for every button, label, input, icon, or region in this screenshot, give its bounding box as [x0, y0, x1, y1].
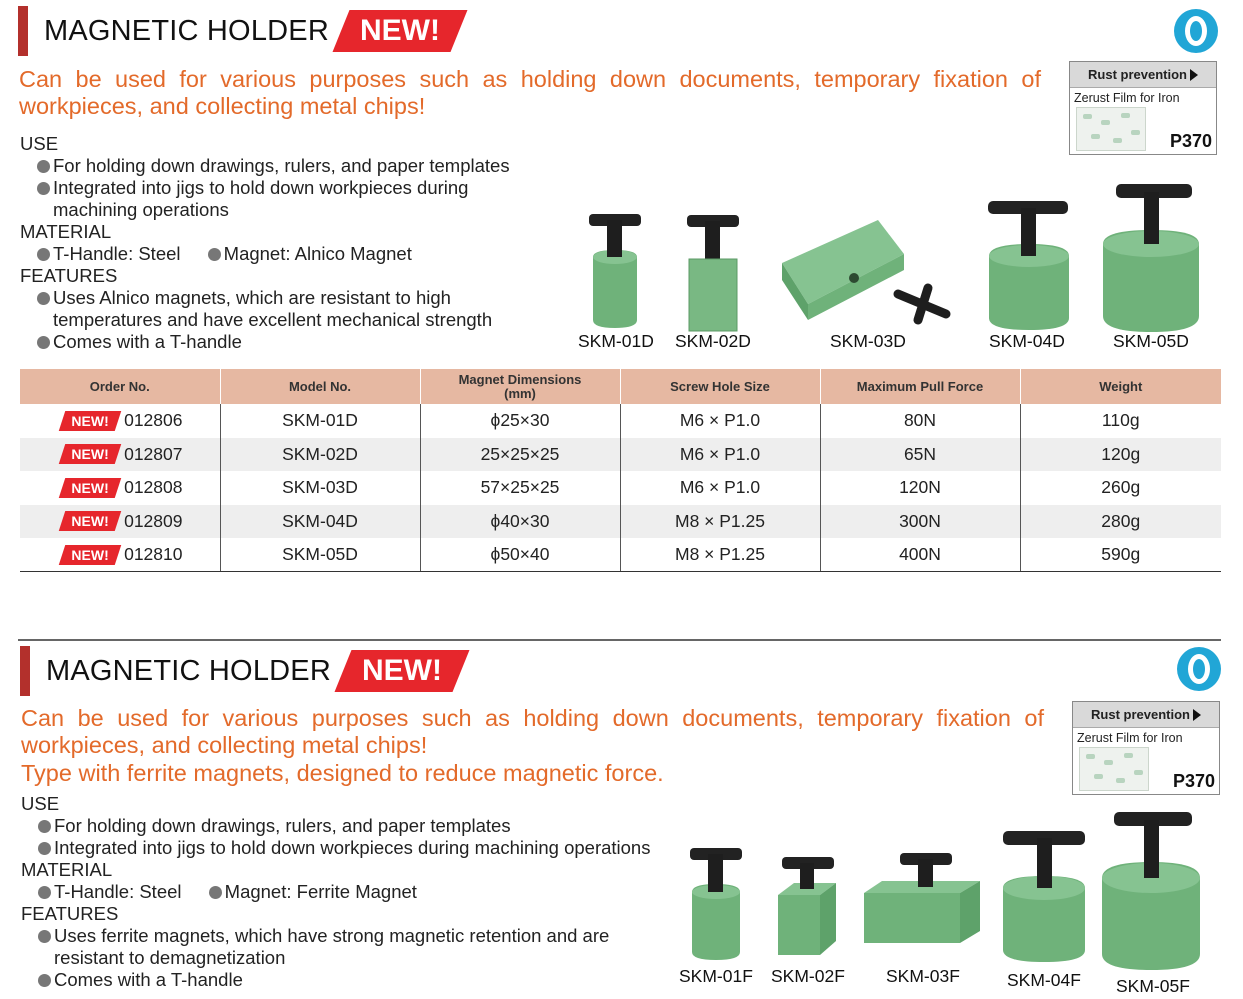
new-badge-small: NEW! — [62, 411, 118, 431]
features-item: Comes with a T-handle — [21, 969, 721, 991]
dimension-cell: ϕ25×30 — [420, 404, 620, 438]
use-heading: USE — [21, 793, 60, 814]
dimension-cell: 25×25×25 — [420, 438, 620, 472]
new-badge-small: NEW! — [62, 478, 118, 498]
col-header-model: Model No. — [220, 369, 420, 404]
product-label: SKM-03D — [830, 331, 906, 351]
use-item: Integrated into jigs to hold down workpieces during machining operations — [21, 837, 721, 859]
product-label: SKM-02D — [675, 331, 751, 351]
screw-cell: M6 × P1.0 — [620, 471, 820, 505]
spec-list — [20, 133, 560, 353]
tagline: Can be used for various purposes such as holding down documents, temporary fixation of workpieces, and collecting metal chips! — [19, 66, 1041, 119]
arrow-right-icon — [1190, 69, 1198, 81]
spec-list — [21, 793, 721, 991]
use-item: For holding down drawings, rulers, and paper templates — [21, 815, 721, 837]
product-label: SKM-01D — [578, 331, 654, 351]
section-title-row — [18, 6, 459, 56]
product-image-skm-02f — [776, 855, 838, 959]
new-badge: NEW! — [341, 10, 459, 52]
material-item: Magnet: Alnico Magnet — [208, 243, 412, 264]
table-row — [20, 438, 1221, 472]
material-item: T-Handle: Steel — [37, 243, 181, 264]
material-heading: MATERIAL — [20, 221, 112, 242]
product-image-skm-03d — [778, 208, 958, 333]
use-item: Integrated into jigs to hold down workpieces during machining operations — [20, 177, 560, 221]
table-row — [20, 404, 1221, 438]
dimension-cell: ϕ50×40 — [420, 538, 620, 572]
product-label: SKM-04F — [1007, 970, 1081, 990]
material-row — [20, 243, 560, 265]
product-image-skm-01d — [585, 212, 645, 332]
spec-table — [20, 369, 1221, 572]
rust-page-ref[interactable]: P370 — [1169, 131, 1212, 151]
screw-cell: M6 × P1.0 — [620, 438, 820, 472]
weight-cell: 260g — [1020, 471, 1221, 505]
section-title: MAGNETIC HOLDER — [44, 14, 329, 47]
pull-cell: 80N — [820, 404, 1020, 438]
table-row — [20, 505, 1221, 539]
model-cell: SKM-03D — [220, 471, 420, 505]
title-accent-bar — [18, 6, 28, 56]
dimension-cell: 57×25×25 — [420, 471, 620, 505]
material-heading: MATERIAL — [21, 859, 113, 880]
product-image-skm-01f — [686, 846, 746, 964]
product-image-skm-02d — [683, 213, 743, 333]
product-image-skm-03f — [860, 851, 984, 947]
rust-prevention-box[interactable] — [1072, 701, 1220, 795]
category-o-icon — [1177, 647, 1221, 691]
model-cell: SKM-05D — [220, 538, 420, 572]
col-header-pull: Maximum Pull Force — [820, 369, 1020, 404]
weight-cell: 110g — [1020, 404, 1221, 438]
tagline-ferrite: Type with ferrite magnets, designed to reduce magnetic force. — [21, 760, 664, 786]
new-badge-small: NEW! — [62, 511, 118, 531]
model-cell: SKM-01D — [220, 404, 420, 438]
rust-heading: Rust prevention — [1073, 702, 1219, 728]
product-label: SKM-01F — [679, 966, 753, 986]
pull-cell: 120N — [820, 471, 1020, 505]
section-title-row — [20, 646, 461, 696]
product-image-skm-05f — [1100, 810, 1202, 972]
tagline: Can be used for various purposes such as holding down documents, temporary fixation of workpieces, and collecting metal chips! — [21, 705, 1044, 758]
product-image-skm-04f — [1000, 828, 1088, 966]
order-number: 012806 — [124, 410, 183, 431]
features-item: Uses Alnico magnets, which are resistant to high temperatures and have excellent mechanical strength — [20, 287, 560, 331]
product-image-skm-04d — [985, 198, 1073, 333]
rust-heading: Rust prevention — [1070, 62, 1216, 88]
rust-product: Zerust Film for Iron — [1077, 731, 1183, 745]
new-badge: NEW! — [343, 650, 461, 692]
new-badge-small: NEW! — [62, 545, 118, 565]
pull-cell: 65N — [820, 438, 1020, 472]
category-o-icon — [1174, 9, 1218, 53]
table-row — [20, 471, 1221, 505]
features-item: Comes with a T-handle — [20, 331, 560, 353]
dimension-cell: ϕ40×30 — [420, 505, 620, 539]
table-header-row — [20, 369, 1221, 404]
use-item: For holding down drawings, rulers, and paper templates — [20, 155, 560, 177]
screw-cell: M6 × P1.0 — [620, 404, 820, 438]
screw-cell: M8 × P1.25 — [620, 538, 820, 572]
order-number: 012808 — [124, 477, 183, 498]
order-number: 012810 — [124, 544, 183, 564]
product-label: SKM-02F — [771, 966, 845, 986]
order-number: 012807 — [124, 443, 183, 464]
weight-cell: 590g — [1020, 538, 1221, 572]
weight-cell: 280g — [1020, 505, 1221, 539]
pull-cell: 300N — [820, 505, 1020, 539]
rust-product: Zerust Film for Iron — [1074, 91, 1180, 105]
model-cell: SKM-02D — [220, 438, 420, 472]
material-row — [21, 881, 721, 903]
zerust-film-icon — [1079, 747, 1149, 791]
product-section-ferrite — [0, 638, 1243, 999]
section-title: MAGNETIC HOLDER — [46, 654, 331, 687]
arrow-right-icon — [1193, 709, 1201, 721]
product-image-skm-05d — [1100, 182, 1202, 334]
zerust-film-icon — [1076, 107, 1146, 151]
rust-page-ref[interactable]: P370 — [1172, 771, 1215, 791]
title-accent-bar — [20, 646, 30, 696]
col-header-dimensions: Magnet Dimensions (mm) — [420, 369, 620, 404]
product-label: SKM-04D — [989, 331, 1065, 351]
use-heading: USE — [20, 133, 59, 154]
new-badge-small: NEW! — [62, 444, 118, 464]
col-header-order: Order No. — [20, 369, 220, 404]
features-item: Uses ferrite magnets, which have strong magnetic retention and are resistant to demagnetization — [21, 925, 721, 969]
product-label: SKM-03F — [886, 966, 960, 986]
col-header-weight: Weight — [1020, 369, 1221, 404]
col-header-screw: Screw Hole Size — [620, 369, 820, 404]
product-label: SKM-05F — [1116, 976, 1190, 996]
model-cell: SKM-04D — [220, 505, 420, 539]
screw-cell: M8 × P1.25 — [620, 505, 820, 539]
features-heading: FEATURES — [20, 265, 118, 286]
rust-prevention-box[interactable] — [1069, 61, 1217, 155]
order-number: 012809 — [124, 510, 183, 531]
weight-cell: 120g — [1020, 438, 1221, 472]
features-heading: FEATURES — [21, 903, 119, 924]
material-item: T-Handle: Steel — [38, 881, 182, 902]
material-item: Magnet: Ferrite Magnet — [209, 881, 417, 902]
table-row — [20, 538, 1221, 572]
product-label: SKM-05D — [1113, 331, 1189, 351]
pull-cell: 400N — [820, 538, 1020, 572]
